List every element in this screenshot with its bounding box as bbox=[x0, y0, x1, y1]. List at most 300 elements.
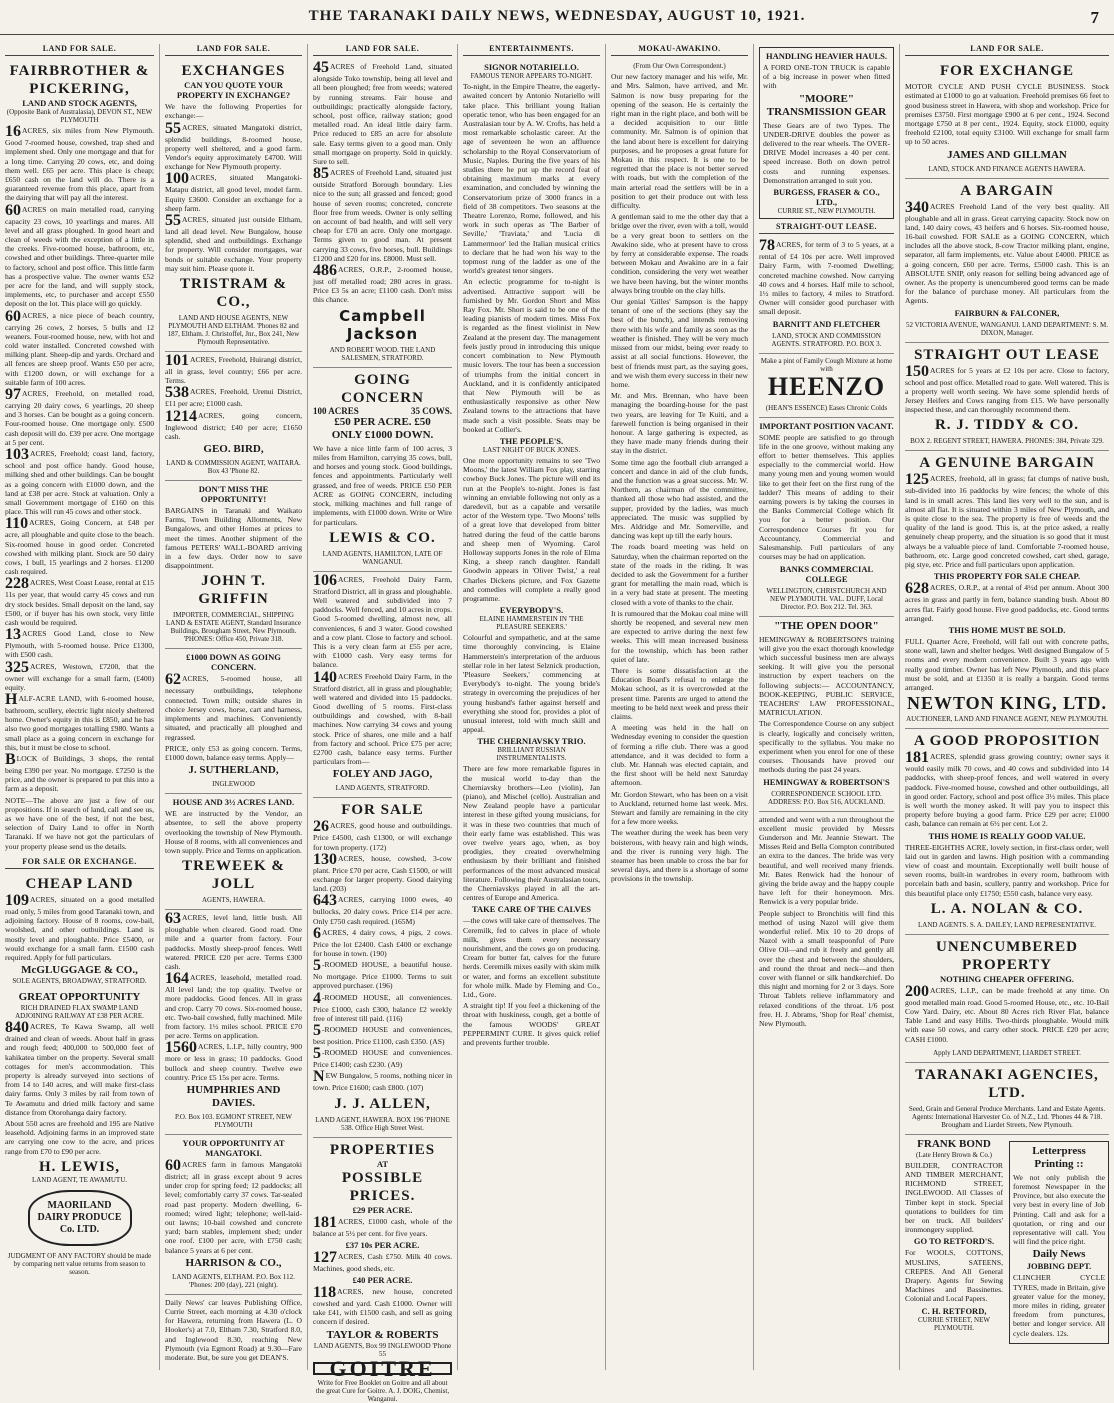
heenzo-logo: HEENZO bbox=[767, 371, 886, 401]
ad-item bbox=[313, 668, 452, 767]
ad-number: 6 bbox=[313, 924, 321, 942]
ad-number: 62 bbox=[165, 671, 181, 689]
retford-agent: C. H. RETFORD, bbox=[921, 1305, 987, 1316]
ad-text: ACRES, Freehold Dairy Farm, Stratford District, all in grass and ploughable. Well watered and subdivided into 7 paddocks. Well fenced, and 10 acres in crops. Good 5-roomed dwelling, almost new, all conveniences, 6 and 3 water. Good cowshed and a cow plant. Close to factory and school. This is a very clean farm at £55 per acre, with £1000 cash. Very easy terms for balance. bbox=[313, 574, 452, 670]
article-paragraph: To-night, in the Empire Theatre, the eagerly-awaited concert by Antonio Notariello will take place. This brilliant young Italian operatic tenor, who has been engaged for an Australasian tour by A. W. Crofts, has held a most remarkable scholastic career. At the age of seventeen he won an affluence scholarship to the Royal Conservatorium of Music, Naples. During the five years of his studies there he put up the record feat of obtaining maximum marks at every examination, and concluded by winning the Conservatorium prize of 3000 francs in a field of 38 competitors. Two seasons at the Theatre Lorenzo, Rome, followed, and his work in such operas as 'The Barber of Seville,' 'Traviata,' and 'Lucia di Lammermoor' led the Italian musical critics to declare that he had won his way to the topmost rung of the ladder as one of the world's greatest tenor singers. bbox=[463, 82, 600, 276]
opportunity-sub: RICH DRAINED FLAX SWAMP LAND ADJOINING RAILWAY AT £38 PER ACRE. bbox=[15, 1004, 144, 1021]
must-sell-text: FULL Quarter Acre, Freehold, will fall out with concrete paths, stone wall, lawn and shelter hedges. Well designed Bungalow of 5 rooms and every modern convenience. Built 3 years ago with really good timber. Owner has left New Plymouth, and this place must be sold, and at £1350 it is really a bargain. Good terms arranged. bbox=[905, 636, 1109, 692]
daily-news-brand: Daily News bbox=[1032, 1248, 1086, 1261]
agent-allen: J. J. ALLEN, bbox=[334, 1095, 431, 1112]
ad-text: ACRES, Cash £750. Milk 40 cows. Machines, good sheds, etc. bbox=[313, 1251, 452, 1273]
opportunity-more: About 550 acres are freehold and 195 are Native leasehold. Adjoining farms in an improved state are carrying one cow to the acre, and prices range from £70 to £90 per acre. bbox=[5, 1119, 154, 1156]
ad-text: -ROOMED HOUSE and conveniences. Price £1400; cash £230. (A9) bbox=[313, 1048, 452, 1070]
ad-number: 118 bbox=[313, 1284, 337, 1302]
ad-number: 628 bbox=[905, 580, 929, 598]
ad-text: ACRES of Freehold Land, situated just outside Stratford Borough boundary. Lies nice to the sun; all grassed and fenced; good house of seven rooms; concreted, concrete floor free from weeds. Owner is only selling on account of bad health, and will sell very cheap for £70 an acre. Only one mortgage. Terms given to good man. At present carrying 33 cows, five horses, bull. Buildings £1200 and £20 for ins. £8000. Must sell. bbox=[313, 168, 452, 263]
agent-foley-sub: LAND AGENTS, STRATFORD. bbox=[313, 781, 452, 798]
moore-text: A FORD ONE-TON TRUCK is capable of a big increase in power when fitted with bbox=[763, 63, 890, 91]
ad-number: 100 bbox=[165, 170, 189, 188]
agent-allen-sub: LAND AGENT, HAWERA. BOX 196 'PHONE 538. Office High Street West. bbox=[313, 1113, 452, 1138]
moore-body: These Gears are of two Types. The UNDER-DRIVE doubles the power as delivered to the rear wheels. The OVER-DRIVE Model increases a 40 per cent. speed increase. Both on down petrol costs and running expenses. Demonstration arranged to suit you. bbox=[763, 120, 890, 185]
letterpress-ad bbox=[1009, 1141, 1109, 1344]
college-addr: WELLINGTON, CHRISTCHURCH AND NEW PLYMOUTH. VAL. DUFF, Local Director. P.O. Box 212. Tel. 363. bbox=[759, 584, 894, 617]
ad-item bbox=[313, 818, 452, 852]
ad-number: 643 bbox=[313, 892, 337, 910]
ad-item bbox=[165, 352, 302, 386]
ad-item bbox=[165, 170, 302, 213]
article-paragraph: —the cows will take care of themselves. The Ceremilk, fed to calves in place of whole milk, gives them every necessary nourishment, and the cows go on producing. Cream for butter fat, calves for the future herds. Ceremilk mixes easily with skim milk or water, and forms an excellent substitute for whole milk. Made by Fleming and Co., Ltd., Gore. bbox=[463, 916, 600, 1000]
ad-item bbox=[313, 1284, 452, 1327]
retford-addr: CURRIE STREET, NEW PLYMOUTH. bbox=[917, 1315, 990, 1332]
goitre-ad-sub: Write for Free Booklet on Goitre and all about the great Cure for Goitre. A. J. DOIG, Chemist, Wanganui. bbox=[315, 1378, 450, 1403]
unencumbered-apply: Apply LAND DEPARTMENT, LIARDET STREET. bbox=[905, 1046, 1109, 1063]
article-paragraph: Some time ago the football club arranged a concert and dance in aid of the club funds, and the function was a great success. Mr. W. Northern, as chairman of the committee, thanked all those who had assisted, and the supper, provided by the ladies, was much appreciated. The music was supplied by Mrs. Aldridge and Mr. Somerville, and dancing was kept up till the early hours. bbox=[611, 457, 748, 541]
moore-agent: BURGESS, FRASER & CO., LTD., bbox=[773, 187, 880, 208]
agent-nolan: L. A. NOLAN & CO. bbox=[930, 900, 1084, 917]
article-head: SIGNOR NOTARIELLO. bbox=[484, 62, 579, 73]
column-5 bbox=[606, 44, 754, 1370]
position-text: SOME people are satisfied to go through life in the one groove, without making any effort to better themselves. This applies especially to the commercial world. How many young men and young women would like to get their feet on the first rung of the ladder? This means of adding to their earning powers is by taking the courses in the Banks Commercial College which fit you for a better position. Our Correspondence Courses fit you for Accountancy, Commercial and Salesmanship. Full particulars of any courses may be had on application. bbox=[759, 432, 894, 562]
ad-item bbox=[5, 658, 154, 692]
ad-item bbox=[165, 384, 302, 409]
ad-text: ACRES, Freehold; coast land, factory, school and post office handy. Good house, milking shed and other buildings. Can be bought as a going concern with £1000 down, and the land at £38 per acre. Stock at valuation. Only a small Government mortgage of £160 on this place. This will run 45 cows and other stock. bbox=[5, 449, 154, 517]
column-1-head: LAND FOR SALE. bbox=[5, 44, 154, 56]
ads-list-2 bbox=[5, 892, 154, 963]
open-door-text-2: The Correspondence Course on any subject is clearly, logically and concisely written, specifically to the syllabus. You make no experiment when you enrol for one of these courses. Thousands have proved our methods during the past 24 years. bbox=[759, 719, 894, 775]
ad-item bbox=[5, 1019, 154, 1117]
ad-text: ACRES, L.I.P., hilly country, 900 more or less in grass; 10 paddocks. Good bullock and sheep country. Twelve ewe country. Price £5 15s per acre. Terms. bbox=[165, 1042, 302, 1082]
college-name: BANKS COMMERCIAL COLLEGE bbox=[779, 563, 874, 584]
ad-item bbox=[165, 119, 302, 172]
ad-text: ACRES, O.R.P., 2-roomed house, just off metalled road; 280 acres in grass. Price £3 5s an acre; £1100 cash. Don't miss this chance. bbox=[313, 265, 452, 305]
agent-tiddy: R. J. TIDDY & CO. bbox=[934, 417, 1080, 434]
ads-list-4 bbox=[313, 1205, 452, 1327]
ad-text: ALF-ACRE LAND, with 6-roomed house, bathroom, scullery, electric light nicely sheltered home. Owner's equity in this is £850, and he has also two good mortgages totalling £980. Wants a small place as a going concern in exchange for this, but it must be close to school. bbox=[5, 693, 154, 752]
article-paragraph: There are few more remarkable figures in the musical world to-day than the Cherniavsky brothers—Leo (violin), Jan (piano), and Mischel (cello). Australian and New Zealand people have a particular interest in these gifted young musicians, for it was in these two countries that much of their early fame was established. This was over twelve years ago, when, as boy prodigies, they created overwhelming enthusiasm by their brilliant and finished performances of the most advanced musical literature. Following their Australasian tours, the Cherniavskys played in all the art-centres of Europe and America. bbox=[463, 764, 600, 903]
gc-price: £50 PER ACRE. £50 bbox=[334, 415, 431, 428]
article-paragraph: Colourful and sympathetic, and at the same time thoroughly convincing, is Elaine Hammerstein's interpretation of the arduous stellar role in her latest Selznick production, 'Pleasure Seekers,' commencing at Everybody's to-night. The young bride's strategy in overcoming the prejudices of her young husband's father against herself and everything she stood for, provides a plot of unusual interest, told with much skill and appeal. bbox=[463, 633, 600, 735]
ads-list bbox=[165, 119, 302, 273]
article-paragraph: A gentleman said to me the other day that a bridge over the river, even with a toll, would be a very great boon to settlers on the Awakino side, who at present have to cross by ferry at considerable expense. The roads between Mokau and Awakino are in a fair condition, considering the very wet weather we have been having, but the winter months always bring trouble on the clay hills. bbox=[611, 212, 748, 295]
properties-prices: POSSIBLE PRICES. bbox=[341, 1169, 424, 1204]
ad-text: ACRES, situated Mangatoki district, splendid buildings, 8-roomed house, property well sheltered, and a good farm. Vendor's equity approximately £4700. Will exchange for New Plymouth property. bbox=[165, 122, 302, 172]
ad-item bbox=[313, 1068, 452, 1093]
frank-bond-ad bbox=[905, 1138, 1003, 1347]
gc-text: We have a nice little farm of 100 acres, 3 miles from Hamilton, carrying 35 cows, bull, and horses and young stock. Good buildings, fences and appointments. Particularly well grassed, and free of weeds. PRICE £50 PER ACRE as GOING CONCERN, including stock, milking machines and full range of implements, with £1000 down. Write or Wire for particulars. bbox=[313, 443, 452, 527]
straight-out-lease-title: STRAIGHT OUT LEASE bbox=[914, 346, 1100, 363]
article-paragraph: An eclectic programme for to-night is advertised. Attractive support will be furnished by Mr. Gordon Short and Miss Ray Fox. Mr. Short is said to be one of the leading pianists of modern times. Miss Fox is regarded as the finest violinist in New Zealand at the present day. The management feels justly proud in introducing this unique concert combination to New Plymouth music lovers. The tour has been a succession of triumphs from the initial concert in Auckland, and it is confidently anticipated that New Plymouth will be as enthusiastically responsive as other New Zealand towns to the attractions that have made such a visit possible. Seats may be booked at Collier's. bbox=[463, 277, 600, 434]
agent-sutherland: J. SUTHERLAND, bbox=[188, 764, 279, 777]
ad-text: ACRES, carrying 1000 ewes, 40 bullocks, 20 dairy cows. Price £14 per acre. Only £750 cash required. (165M) bbox=[313, 895, 452, 926]
ad-text: -ROOMED HOUSE, all conveniences. Price £1000, cash £300, balance £2 weekly free of interest till paid. (116) bbox=[313, 992, 452, 1023]
ad-text: ACRES of Freehold Land, situated alongside Toko township, being all level and all been ploughed; free from weeds; watered by running streams. Fair house and outbuildings; practically alongside factory, school, post office, railway station; good metalled road. An ideal little dairy farm. Price reduced to £85 an acre for absolute sale. Easy terms given to a good man. Only small mortgage on property. Sold in quickly. Sure to sell. bbox=[313, 62, 452, 167]
page-number: 7 bbox=[1090, 8, 1100, 27]
ad-text: ACRES, situated Mangatoki-Matapu district, all good level, model farm. Equity £3600. Consider an exchange for a sheep farm. bbox=[165, 173, 302, 213]
gc-cows: 35 COWS. bbox=[410, 405, 452, 416]
agent-tristram: TRISTRAM & CO., bbox=[179, 276, 288, 311]
goitre-ad-title: GOITRE bbox=[313, 1362, 452, 1375]
ads-list-3 bbox=[165, 910, 302, 1082]
ad-text: ACRES on main metalled road, carrying capacity 23 cows, 10 yearlings and mares. All level and all grass ploughed. In good heart and clean of weeds with the exception of a little in the creeks. Five-roomed house, bathroom, etc, cowshed and other buildings. Three-quarter mile to factory, school and post office. This little farm has a prospective value. The owner wants £52 per acre for the land, and will supply stock, implements, etc, to purchaser and accept £550 deposit on the lot. This place will go quickly. bbox=[5, 204, 154, 309]
ad-item bbox=[5, 386, 154, 447]
agent-bird-sub: LAND & COMMISSION AGENT, WAITARA. Box 43 'Phone 82. bbox=[165, 456, 302, 481]
bottom-ads-row bbox=[905, 1138, 1109, 1347]
moore-gear-ad bbox=[759, 47, 894, 219]
ad-item bbox=[313, 165, 452, 263]
column-3 bbox=[308, 44, 458, 1403]
ads-list-2 bbox=[165, 352, 302, 441]
ad-number: 1214 bbox=[165, 407, 197, 425]
ads-list bbox=[313, 59, 452, 305]
agent-harrison: HARRISON & CO., bbox=[185, 1256, 282, 1269]
agent-campbell-jackson: Campbell Jackson bbox=[339, 306, 426, 343]
ad-text: ACRES, leasehold, metalled road. All level land; the top quality. Twelve or more paddocks. Good fences. All in grass and crop. Carry 70 cows. Six-roomed house, etc. Two-bail cowshed, fully machined. Mile from factory. 1½ miles school. PRICE £70 per acre. Terms on application. bbox=[165, 973, 302, 1041]
open-door-text: HEMINGWAY & ROBERTSON'S training will give you the exact thorough knowledge which successful business men are always seeking. It will give you the personal instruction by expert teachers on the following subjects:— ACCOUNTANCY, BOOK-KEEPING, PUBLIC SERVICE, TEACHERS' LAW PROFESSIONAL, MATRICULATION. bbox=[759, 634, 894, 718]
ad-text: ACRES, 4 dairy cows, 4 pigs, 2 cows. Price the lot £2400. Cash £400 or exchange for house in town. (190) bbox=[313, 927, 452, 958]
ad-text: ACRES, Te Kawa Swamp, all well drained and clean of weeds. About half in grass and rough feed; 400,000 to 500,000 feet of kahikatea timber on the property. Several small cottages for men's accommodation. This property is already surveyed into sections of from 14 to 140 acres, and will make first-class dairy farms. Only 3 miles by rail from town of Te Awamutu and dried milk factory and same distance from Otorohanga dairy factory. bbox=[5, 1022, 154, 1117]
ad-number: 150 bbox=[905, 362, 929, 380]
ad-text: ACRES, new house, concreted cowshed and yard. Cash £1000. Owner will take £41, with £1500 cash, and sell as going concern if desired. bbox=[313, 1287, 452, 1327]
agent-lewis-co: LEWIS & CO. bbox=[329, 529, 436, 546]
bargain-title: A BARGAIN bbox=[960, 182, 1054, 199]
for-exchange-text: MOTOR CYCLE AND PUSH CYCLE BUSINESS. Stock estimated at £1000 to go at valuation. Freehold premises 66 feet to good business street in Hawera, with shop and workshop. Price for premises £3750. First mortgage £900 at 6 per cent., 1924. Second mortgage £750 at 8 per cent., 1924. Equity, stock £1000, equity freehold £2100, total equity £3100. Will exchange for small farm up to 50 acres. bbox=[905, 82, 1109, 147]
ad-item bbox=[5, 690, 154, 752]
ad-text: ACRES, Freehold, Huirangi district, all in grass, level country; £66 per acre. Terms. bbox=[165, 355, 302, 386]
ad-text: ACRES for 5 years at £2 10s per acre. Close to factory, school and post office. Metalled road to gate. Well watered. This is a property well worth seeing. We have some splendid herds of Jersey Heifers and Cows ranging from £15. We have personally inspected these, and can thoroughly recommend them. bbox=[905, 365, 1109, 415]
ad-number: 26 bbox=[313, 818, 329, 836]
ads-list-3 bbox=[313, 818, 452, 1093]
ad-item bbox=[165, 970, 302, 1041]
letterpress-body: We not only publish the foremost Newspaper in the Province, but also execute the very best in every line of Job Printing. Call and ask for a quotation, or ring and our representative will call. You will find the price right. bbox=[1013, 1172, 1105, 1247]
column-2-head: LAND FOR SALE. bbox=[165, 44, 302, 56]
ad-item bbox=[313, 892, 452, 926]
open-door-agent: HEMINGWAY & ROBERTSON'S bbox=[763, 776, 890, 787]
ad-number: 181 bbox=[313, 1213, 337, 1231]
going-concern-head: £1000 DOWN AS GOING CONCERN. bbox=[186, 652, 281, 673]
price-head: £40 PER ACRE. bbox=[352, 1275, 413, 1286]
article-paragraph: The weather during the week has been very boisterous, with heavy rain and high winds, and the river is running very high. The steamer has been unable to cross the bar for several days, and there is a shortage of some provisions in the township. bbox=[611, 828, 748, 884]
ad-text: ACRES, L.I.P., can be made freehold at any time. On good metalled main road. Good 5-roomed House, etc., etc. 10-Bail Cow Yard. Dairy, etc. About 80 Acres rich River Flat, balance Table Land and easy Hills. Two-thirds ploughable. Would milk with ease 50 cows, and carry other stock. PRICE £20 per acre; CASH £1000. bbox=[905, 985, 1109, 1044]
article-sub: FAMOUS TENOR APPEARS TO-NIGHT. bbox=[470, 72, 593, 81]
jobbing-dept: JOBBING DEPT. bbox=[1026, 1261, 1092, 1272]
agent-sutherland-sub: INGLEWOOD bbox=[165, 777, 302, 794]
ad-item bbox=[5, 446, 154, 517]
ad-text: ACRES, Westown, £7200, that the owner will exchange for a small farm, (£400) equity. bbox=[5, 661, 154, 692]
agent-fairburn-sub: 52 VICTORIA AVENUE, WANGANUI. LAND DEPARTMENT: S. M. DIXON, Manager. bbox=[905, 318, 1109, 343]
house-text: WE are instructed by the Vendor, an absentee, to sell the above property overlooking the township of New Plymouth. House of 8 rooms, with all conveniences and town supply. Price and Terms on application. bbox=[165, 809, 302, 855]
ad-item bbox=[313, 1213, 452, 1238]
ad-number: 97 bbox=[5, 386, 21, 404]
agent-mcgluggage-sub: SOLE AGENTS, BROADWAY, STRATFORD. bbox=[12, 977, 147, 986]
article-paragraph: The roads board meeting was held on Saturday, when the chairman reported on the state of the roads in the riding. It was decided to ask the Government for a further grant for metalling the main road, which is in a very bad state at present. The meeting closed with a vote of thanks to the chair. bbox=[611, 542, 748, 607]
agent-lewis: H. LEWIS, bbox=[38, 1158, 121, 1175]
moore-head: HANDLING HEAVIER HAULS. bbox=[766, 51, 887, 61]
agent-newton-king-sub: AUCTIONEER, LAND AND FINANCE AGENT, NEW PLYMOUTH. bbox=[905, 712, 1109, 729]
cheap-head: THIS PROPERTY FOR SALE CHEAP. bbox=[933, 571, 1081, 582]
ad-number: 45 bbox=[313, 59, 329, 77]
unencumbered-title: UNENCUMBERED PROPERTY bbox=[935, 938, 1078, 973]
article-head: TAKE CARE OF THE CALVES bbox=[471, 904, 592, 915]
column-4-head: ENTERTAINMENTS. bbox=[463, 44, 600, 56]
article-sub: LAST NIGHT OF BUCK JONES. bbox=[482, 445, 581, 454]
ad-text: ACRES farm in famous Mangatoki district; all in grass except about 9 acres under crop for spring feed; 12 paddocks; all level; comfortably carry 37 cows. Tar-sealed road past property. Modern dwelling, 6-roomed; wired light; telephone; well-laid-out lawns; 10-bail cowshed and concrete yard; barn stables, implement shed; under one roof. £100 per acre, with £750 cash; balance 5 years at 6 per cent. bbox=[165, 1159, 302, 1255]
frank-bond-body: BUILDER, CONTRACTOR AND TIMBER MERCHANT, RICHMOND STREET, INGLEWOOD. All Classes of Timber kept in stock. Special quotations to builders for tim ber on truck. All builders' ironmongery supplied. bbox=[905, 1160, 1003, 1235]
ad-text: ACRES, good house and outbuildings. Price £4500, cash £1300, or will exchange for town property. (172) bbox=[313, 821, 452, 852]
agent-barnitt: BARNITT AND FLETCHER bbox=[772, 318, 881, 329]
agent-nolan-sub: LAND AGENTS. S. A. DAILEY, LAND REPRESENTATIVE. bbox=[905, 918, 1109, 935]
ad-number: 325 bbox=[5, 658, 29, 676]
ad-text: ACRES, freehold, all in grass; fat clumps of native bush, sub-divided into 16 paddocks by wire fences; the whole of this land is in small acres. This land lies very well to the sun, and is almost all flat. It is situated within 3 miles of New Plymouth, and is quite close to the sea. The property is free of weeds and the quality of the land is good. This is, at the price asked, a really genuinely cheap property, and the situation is so good that it must always be a valuable piece of land. Comfortable 7-roomed house, bathroom, etc. Large good concreted cowshed, cart shed, garage, pig stye, etc. Price and full particulars upon application. bbox=[905, 474, 1109, 570]
ad-text: ACRES, £1000 cash, whole of the balance at 5½ per cent. for five years. bbox=[313, 1216, 452, 1238]
ad-number: 109 bbox=[5, 892, 29, 909]
agent-lewis-co-sub: LAND AGENTS, HAMILTON, LATE OF WANGANUI. bbox=[313, 547, 452, 572]
ad-number: 125 bbox=[905, 471, 929, 489]
ad-item bbox=[313, 571, 452, 670]
column-3-head: LAND FOR SALE. bbox=[313, 44, 452, 56]
ad-number: 840 bbox=[5, 1019, 29, 1037]
article-head: THE CHERNIAVSKY TRIO. bbox=[477, 736, 586, 747]
ad-item bbox=[5, 575, 154, 627]
gc-down: ONLY £1000 DOWN. bbox=[331, 428, 434, 441]
agent-mcgluggage: McGLUGGAGE & CO., bbox=[21, 964, 138, 977]
article-paragraph: One more opportunity remains to see 'Two Moons,' the latest William Fox play, starring cowboy Buck Jones. The picture will end its run at the People's to-night. Jones is fast winning an enviable following not only as a daredevil, but as a capable and versatile actor of the Western type. 'Two Moons' tells of a great love that developed from bitter hatred during the feud of the cattle barons and sheep men of Wyoming. Carol Holloway supports Jones in the role of Elma King, a sheep ranch daughter. Randall Goodwin appears in 'Oliver Twist,' a real Charles Dickens picture, and Fox Gazette and comedies will complete a really good programme. bbox=[463, 455, 600, 603]
ad-item bbox=[5, 123, 154, 203]
agent-barnitt-sub: LAND, STOCK AND COMMISSION AGENTS. STRATFORD. P.O. BOX 3. bbox=[759, 329, 894, 354]
agent-tiddy-sub: BOX 2. REGENT STREET, HAWERA. PHONES: 384, Private 329. bbox=[905, 434, 1109, 451]
ad-text: -ROOMED HOUSE and conveniences, best position. Price £1100, cash £350. (AS) bbox=[313, 1025, 452, 1046]
ad-item bbox=[165, 212, 302, 273]
ad-item bbox=[165, 1039, 302, 1082]
ad-number: 5 bbox=[313, 957, 321, 975]
daily-news-car: Daily News' car leaves Publishing Office, Currie Street, each morning at 4.30 o'clock for Hawera, returning from Hawera (L. O Hooker's) at 7.0, Eltham 7.30, Stratford 8.0, and Inglewood 8.30, reaching New Plymouth (via Egmont Road) at 9.30—Fare moderate. But, be sure you get DEAN'S. bbox=[165, 1297, 302, 1363]
agent-campbell-sub: AND ROBERT WOOD. THE LAND SALESMEN, STRATFORD. bbox=[313, 343, 452, 368]
agent-james-gillman-sub: LAND, STOCK AND FINANCE AGENTS HAWERA. bbox=[905, 162, 1109, 179]
dont-miss-head: DON'T MISS THE OPPORTUNITY! bbox=[198, 484, 269, 505]
ad-item bbox=[165, 407, 302, 441]
ad-number: 78 bbox=[759, 237, 775, 255]
article-sub: BRILLIANT RUSSIAN INSTRUMENTALISTS. bbox=[496, 746, 567, 763]
going-concern-stats bbox=[313, 407, 452, 416]
good-proposition-title: A GOOD PROPOSITION bbox=[913, 733, 1101, 750]
article-paragraph: Mr. Gordon Stewart, who has been on a visit to Auckland, returned home last week. Mrs. Stewart and family are remaining in the city for a few more weeks. bbox=[611, 789, 748, 827]
for-exchange-title: FOR EXCHANGE bbox=[939, 63, 1075, 80]
ad-text: ACRES, O.R.P., at a rental of 4½d per annum. About 300 acres in grass and partly in fern, balance standing bush. About 80 acres flat. Fairly good house. Five good paddocks, etc. Good terms arranged. bbox=[905, 583, 1109, 623]
exchanges-question: CAN YOU QUOTE YOUR PROPERTY IN EXCHANGE? bbox=[176, 80, 291, 101]
ad-item bbox=[905, 982, 1109, 1044]
moore-brand: "MOORE" bbox=[799, 92, 854, 105]
ad-item bbox=[313, 1045, 452, 1070]
agent-foley: FOLEY AND JAGO, bbox=[332, 768, 433, 781]
article-sub: ELAINE HAMMERSTEIN IN 'THE PLEASURE SEEKERS.' bbox=[479, 615, 584, 632]
agent-tristram-sub: LAND AND HOUSE AGENTS, NEW PLYMOUTH AND ELTHAM. 'Phones 82 and 187, Eltham. J. Christoffel, Jnr., Box 241, New Plymouth Representative. bbox=[165, 311, 302, 352]
wedding-text: attended and went with a run throughout the excellent music provided by Messrs Gunderson and Mr. Jeannie Stewart. The Misses Reid and Bella Compton contributed an extra to the dances. The bride was very beautiful, and well received many friends. Mr. Bates Renwick had the honour of giving the bride away and the happy couple have left for their honeymoon. Mrs. Renwick is a very popular bride. bbox=[759, 814, 894, 907]
ad-text: ACRES, Freehold, Urenui District, £11 per acre; £1000 cash. bbox=[165, 387, 302, 409]
masthead bbox=[0, 8, 1114, 35]
article-paragraph: A meeting was held in the hall on Wednesday evening to consider the question of forming a rifle club. There was a good attendance, and it was decided to form a club. Mr. Hannah was elected captain, and the first shoot will be held next Saturday afternoon. bbox=[611, 723, 748, 788]
agent-griffin: JOHN T. GRIFFIN bbox=[198, 573, 269, 608]
article-paragraph: Our new factory manager and his wife, Mr. and Mrs. Salmon, have arrived, and Mr. Salmon is now busy preparing for the opening of the season. He is certainly the right man in the right place, and both will be a decided acquisition to our little community. Mr. Salmon is of opinion that the land about here is excellent for dairying purposes, and he proposes a great future for Mokau in this respect. It is one to be regretted that the place is not better served with roads, but with the completion of the main arterial road the settlers will be in a position to get their produce out with less difficulty. bbox=[611, 72, 748, 211]
agent-taylor-sub: LAND AGENTS, Box 99 INGLEWOOD 'Phone 55 bbox=[313, 1341, 452, 1358]
price-head: £29 PER ACRE. bbox=[352, 1204, 413, 1215]
ad-number: 340 bbox=[905, 198, 929, 216]
moore-addr: CURRIE ST., NEW PLYMOUTH. bbox=[777, 207, 876, 216]
ad-number: 85 bbox=[313, 165, 329, 183]
exchanges-title: EXCHANGES bbox=[181, 63, 286, 80]
ad-number: 200 bbox=[905, 982, 929, 1000]
gc-acres: 100 ACRES bbox=[313, 405, 359, 416]
ad-item bbox=[5, 307, 154, 387]
ads-list bbox=[5, 123, 154, 794]
for-sale-title: FOR SALE bbox=[341, 802, 424, 819]
agent-fairbrother-sub1: LAND AND STOCK AGENTS, bbox=[22, 98, 137, 109]
ad-number: B bbox=[5, 750, 16, 768]
ad-number: 106 bbox=[313, 571, 337, 589]
ad-item bbox=[905, 749, 1109, 829]
ad-number: 486 bbox=[313, 262, 337, 280]
agent-james-gillman: JAMES AND GILLMAN bbox=[947, 148, 1067, 161]
column-1 bbox=[0, 44, 160, 1370]
ad-number: 60 bbox=[5, 201, 21, 219]
frank-bond-title: FRANK BOND bbox=[917, 1137, 991, 1150]
heenzo-sub: (HEAN'S ESSENCE) Eases Chronic Colds bbox=[759, 401, 894, 418]
agent-humphries-sub: P.O. Box 103. EGMONT STREET, NEW PLYMOUTH bbox=[165, 1110, 302, 1135]
article-paragraph: Our genial 'Gilles' Sampson is the happy tenant of one of the sections (they say the best of the bunch), and intends removing there with his wife and family as soon as the weather is finished. They will be very much missed from our midst, being ever ready to assist at all social functions. However, the best of friends must part, as the saying goes, and we wish them every success in their new home. bbox=[611, 297, 748, 389]
straight-lease-head: STRAIGHT-OUT LEASE. bbox=[759, 222, 894, 234]
ad-number: 164 bbox=[165, 970, 189, 988]
ad-item bbox=[5, 750, 154, 794]
heenzo-pre: Make a pint of Family Cough Mixture at home with bbox=[760, 356, 893, 373]
article-head: THE PEOPLE'S. bbox=[499, 435, 564, 446]
open-door-head: "THE OPEN DOOR" bbox=[774, 619, 879, 632]
ad-item bbox=[165, 910, 302, 971]
ad-text: ACRES Freehold Dairy Farm, in the Stratford district, all in grass and ploughable; well watered and divided into 15 paddocks. Good dwelling of 5 rooms. First-class outbuildings and cowshed, with 8-bail machines. Now carrying 34 cows and young stock. Price of shares, one mile and a half from factory and school. Price £75 per acre; £2700 cash, balance easy terms. Further particulars from— bbox=[313, 671, 452, 767]
ad-number: 130 bbox=[313, 850, 337, 868]
ads-list-2 bbox=[313, 571, 452, 767]
agent-taylor: TAYLOR & ROBERTS bbox=[326, 1328, 439, 1341]
ad-item bbox=[313, 957, 452, 991]
column-7-head: LAND FOR SALE. bbox=[905, 44, 1109, 56]
ad-item bbox=[313, 989, 452, 1023]
frank-bond-sub: (Late Henry Brown & Co.) bbox=[915, 1150, 992, 1159]
ad-number: 55 bbox=[165, 212, 181, 230]
must-sell-head: THIS HOME MUST BE SOLD. bbox=[948, 624, 1066, 635]
ad-text: ACRES, situated just outside Eltham, land all dead level. New Bungalow, house splendid, shed and outbuildings. Exchange for property. Will consider mortgages, war bonds or suitable exchange. Your property may suit him. Please quote it. bbox=[165, 215, 302, 273]
column-2 bbox=[160, 44, 308, 1370]
going-concern-price: PRICE, only £53 as going concern. Terms, £1000 down, balance easy terms. Apply— bbox=[165, 743, 302, 762]
article-head: EVERYBODY'S. bbox=[499, 605, 564, 616]
ad-text: ACRES, for term of 3 to 5 years, at a rental of £4 10s per acre. Well improved Dairy Farm, with 7-roomed Dwelling; concreted machine cowshed. Now carrying 40 cows and 4 horses. Half mile to school, 1½ miles to factory, 4 miles to Stratford. Owner will consider good purchaser with small deposit. bbox=[759, 240, 894, 317]
mangatoki-head: YOUR OPPORTUNITY AT MANGATOKI. bbox=[182, 1137, 285, 1158]
agent-lewis-sub: LAND AGENT, TE AWAMUTU. bbox=[31, 1175, 128, 1184]
agent-treweek: TREWEEK & JOLL bbox=[182, 858, 285, 893]
ad-text: ACRES Freehold Land of the very best quality. All ploughable and all in grass. Great carrying capacity. Stock now on land, 140 dairy cows, 43 heifers and 6 horses. Six-roomed house, 16-bail cowshed. FOR SALE as a GOING CONCERN, which includes all the above stock, 8-cow Tractor milking plant, engine, separator, all farm implements, etc. Value about £4000. PRICE as a going concern, £60 per acre. Terms, £5000 cash. This is an ABSOLUTE SNIP, only reason for selling being advanced age of owner. As the property is unencumbered good terms can be made for the balance of purchase money. All particulars from the Agents. bbox=[905, 201, 1109, 306]
house-head: HOUSE AND 3½ ACRES LAND. bbox=[172, 797, 295, 808]
properties-at: AT bbox=[376, 1158, 389, 1169]
ad-text: ACRES, level land, little bush. All ploughable when cleared. Good road. One mile and a quarter from factory. Four paddocks. Mostly sheep-proof fences. Well watered. PRICE £20 per acre. Terms £300 cash. bbox=[165, 913, 302, 971]
note-paragraph: NOTE—The above are just a few of our propositions. If in search of land, call and see us, as we have one of the best, if not the best, selection of Dairy Land to offer in North Taranaki. If we have not got the particulars of your property please send us the details. bbox=[5, 795, 154, 851]
agent-fairbrother: FAIRBROTHER & PICKERING, bbox=[9, 63, 150, 98]
ad-item bbox=[313, 262, 452, 305]
ad-text: ACRES, going concern, Inglewood district; £40 per acre; £1650 cash. bbox=[165, 410, 302, 441]
column-7 bbox=[900, 44, 1114, 1370]
ad-text: ACRES, 5-roomed house, all necessary outbuildings, telephone connected. Town milk; outside shares in choice Jersey cows, horse, cart and harness, implements and machines. Conveniently situated, and practically all ploughed and regrassed. bbox=[165, 674, 302, 742]
ad-item bbox=[313, 924, 452, 958]
taranaki-agencies-sub: Seed, Grain and General Produce Merchants. Land and Estate Agents. Agents: International Harvester Co. of N.Z., Ltd. 'Phones 44 & 718. Brougham and Liardet Streets, New Plymouth. bbox=[905, 1102, 1109, 1135]
ad-item bbox=[5, 201, 154, 309]
ad-item bbox=[313, 1248, 452, 1273]
ad-item bbox=[905, 580, 1109, 623]
ad-number: 55 bbox=[165, 119, 181, 137]
ad-item bbox=[5, 892, 154, 963]
ad-item bbox=[905, 198, 1109, 306]
ad-item bbox=[165, 671, 302, 742]
article-sub: (From Our Own Correspondent.) bbox=[633, 62, 726, 71]
column-5-head: MOKAU-AWAKINO. bbox=[611, 44, 748, 56]
good-value-text: THREE-EIGHTHS ACRE, lovely section, in first-class order, well laid out in garden and lawns. High position with a commanding view of coast and mountain. Exceptionally well built house of seven rooms, built-in wardrobes in every room, bathroom with porcelain bath and basin, scullery, pantry and workshop. Price for this beautiful place only £1750; £550 cash, balance very easy. bbox=[905, 842, 1109, 898]
ad-text: ACRES, a nice piece of beach country, carrying 26 cows, 2 horses, 5 bulls and 12 weaners. Four-roomed house, new, with hot and cold water installed. Concreted cowshed with milking plant. Sheep-dip and yards. Orchard and all fences are sheep proof. Wants £50 per acre, with £1200 down, or will exchange for a suitable farm of 100 acres. bbox=[5, 310, 154, 387]
properties-title: PROPERTIES bbox=[329, 1141, 436, 1158]
retford-items: For WOOLS, COTTONS, MUSLINS, SATEENS, CREPES. And All General Drapery. Agents for Sewing Machines and Bassinettes. Colonial and Local Papers. bbox=[905, 1248, 1003, 1304]
ad-number: N bbox=[313, 1068, 325, 1086]
open-door-addr: CORRESPONDENCE SCHOOL LTD. ADDRESS: P.O. Box 516, AUCKLAND. bbox=[759, 787, 894, 812]
agent-fairbrother-sub2: (Opposite Bank of Australasia), DEVON ST., NEW PLYMOUTH bbox=[6, 108, 153, 125]
ad-item bbox=[759, 237, 894, 317]
agent-griffin-sub: IMPORTER, COMMERCIAL, SHIPPING LAND & ESTATE AGENT, Standard Insurance Buildings, Brougham Street, New Plymouth. 'PHONES: Office 450, Private 318. bbox=[165, 608, 302, 649]
ad-number: H bbox=[5, 690, 18, 708]
section-head: FOR SALE OR EXCHANGE. bbox=[5, 857, 154, 869]
masthead-title: THE TARANAKI DAILY NEWS, WEDNESDAY, AUGUST 10, 1921. bbox=[308, 8, 806, 24]
retford-head: GO TO RETFORD'S. bbox=[913, 1236, 995, 1247]
ad-number: 60 bbox=[5, 307, 21, 325]
ad-text: ACRES Good Land, close to New Plymouth, with 5-roomed house. Price £1300, with £500 cash. bbox=[5, 629, 154, 660]
agent-harrison-sub: LAND AGENTS, ELTHAM. P.O. Box 112. 'Phones: 200 (day), 221 (night). bbox=[165, 1270, 302, 1295]
ad-number: 101 bbox=[165, 352, 189, 370]
ad-number: 16 bbox=[5, 123, 21, 141]
ad-item bbox=[165, 1156, 302, 1255]
ad-text: ACRES, situated on a good metalled road only, 5 miles from good Taranaki town, and adjoining factory. House of 8 rooms, cow-bail, woolshed, and other outbuildings. Land is mostly level and ploughable. Price £5400, or would exchange for a small farm. £1500 cash required. Apply for full particulars. bbox=[5, 895, 154, 963]
ad-number: 1560 bbox=[165, 1039, 197, 1057]
ad-number: 228 bbox=[5, 575, 29, 593]
ad-number: 13 bbox=[5, 626, 21, 644]
ad-number: 140 bbox=[313, 668, 337, 686]
dont-miss-text: BARGAINS in Taranaki and Waikato Farms, Town Building Allotments, New Bungalows, and other Homes at prices to meet the times. Another shipment of the famous PETERS' WALL-BOARD arriving in a few days. Order now to save disappointment. bbox=[165, 506, 302, 571]
price-head: £37 10s PER ACRE. bbox=[345, 1239, 420, 1250]
ad-text: EW Bungalow, 5 rooms, nothing nicer in town. Price £1600; cash £800. (107) bbox=[313, 1071, 452, 1093]
column-6 bbox=[754, 44, 900, 1370]
ad-number: 63 bbox=[165, 910, 181, 928]
cheap-land-title: CHEAP LAND bbox=[25, 876, 134, 892]
ad-text: ACRES, splendid grass growing country; owner says it would easily milk 70 cows, and 40 cows and subdivided into 14 paddocks, with sheep-proof fences, and well watered in every paddock. Five-roomed house, cowshed and other outbuildings, all in good order. Factory, school and post office 3½ miles. This place is well worth the money asked. It will pay you to inspect this property before buying a good farm. Price £29 per acre; £1000 cash, balance can remain at 6½ per cent. Lot 2. bbox=[905, 752, 1109, 829]
moore-title: TRANSMISSION GEAR bbox=[766, 105, 887, 118]
ad-number: 103 bbox=[5, 446, 29, 464]
ad-number: 60 bbox=[165, 1156, 181, 1174]
ad-item bbox=[905, 471, 1109, 570]
agent-humphries: HUMPHRIES AND DAVIES. bbox=[186, 1083, 281, 1109]
ad-number: 127 bbox=[313, 1248, 337, 1266]
ad-number: 538 bbox=[165, 384, 189, 402]
good-value-head: THIS HOME IS REALLY GOOD VALUE. bbox=[928, 830, 1086, 841]
ad-item bbox=[5, 626, 154, 660]
ad-item bbox=[313, 59, 452, 167]
tyres-text: CLINCHER CYCLE TYRES, made in Britain, give greater value for the money, more miles in riding, greater freedom from punctures, better and longer service. All cycle dealers. 12s. bbox=[1013, 1273, 1105, 1338]
ad-number: 4 bbox=[313, 989, 321, 1007]
ad-text: ACRES, six miles from New Plymouth. Good 7-roomed house, cowshed, trap shed and implement shed. Only one mortgage and that for a long time. Carrying 20 cows, etc, and doing them well. £65 per acre. This place is cheap; £650 cash on the land will do. There is a guaranteed revenue from this place, apart from the dairying that will pay all the interest. bbox=[5, 126, 154, 203]
article-paragraph: There is some dissatisfaction at the Education Board's refusal to enlarge the Mokau school, as it is overcrowded at the present time. Parents are urged to attend the meeting to be held next week and press their claims. bbox=[611, 666, 748, 722]
ad-item bbox=[313, 850, 452, 894]
opportunity-head: GREAT OPPORTUNITY bbox=[18, 991, 141, 1004]
agent-newton-king: NEWTON KING, LTD. bbox=[906, 693, 1108, 714]
article-paragraph: It is rumoured that the Mokau coal mine will shortly be reopened, and several new men are expected to arrive during the next few weeks. This will mean increased business for the township, which has been rather quiet of late. bbox=[611, 608, 748, 664]
